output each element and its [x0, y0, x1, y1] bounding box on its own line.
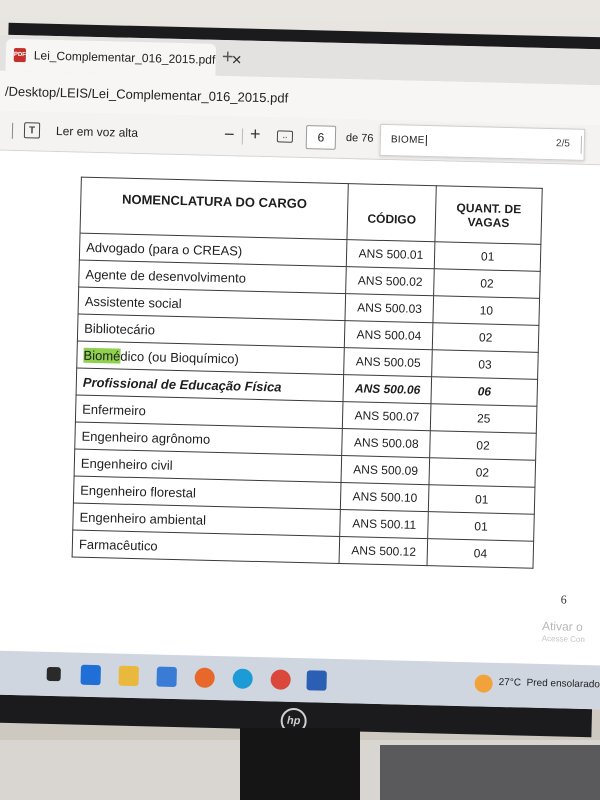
weather-widget[interactable] [499, 677, 600, 690]
position-name: Biomédico (ou Bioquímico) [77, 341, 345, 375]
store-icon[interactable] [156, 667, 176, 687]
vacancy-count: 01 [428, 512, 534, 542]
position-name: Advogado (para o CREAS) [79, 233, 347, 267]
toolbar-divider [242, 129, 243, 145]
temperature: 27°C [498, 676, 522, 689]
search-highlight: Biomé [83, 347, 121, 364]
hp-logo: hp [280, 708, 307, 735]
position-name: Assistente social [78, 287, 346, 321]
zoom-in-button[interactable]: + [249, 123, 261, 144]
monitor [0, 23, 600, 737]
pdf-page [0, 150, 600, 665]
fit-to-width-icon[interactable]: ↔ [277, 130, 293, 142]
task-view-icon[interactable] [47, 667, 61, 681]
zoom-out-button[interactable]: − [223, 124, 235, 145]
page-total: de 76 [345, 132, 374, 145]
position-code: ANS 500.11 [340, 510, 428, 539]
find-in-page-box[interactable] [379, 124, 585, 161]
tab-title: Lei_Complementar_016_2015.pdf [33, 48, 216, 67]
find-input[interactable]: BIOME [391, 134, 427, 146]
page-number: 6 [560, 592, 567, 607]
chrome-icon[interactable] [270, 669, 290, 689]
pdf-icon: PDF [14, 48, 26, 62]
vacancy-count: 06 [431, 377, 537, 407]
desk-item [380, 745, 600, 800]
firefox-icon[interactable] [194, 668, 214, 688]
find-result-count: 2/5 [555, 138, 570, 150]
vacancy-count: 02 [430, 431, 536, 461]
position-name: Engenheiro ambiental [73, 503, 341, 537]
address-text[interactable]: /Desktop/LEIS/Lei_Complementar_016_2015.pdf [4, 83, 289, 106]
vacancy-count: 02 [434, 269, 540, 299]
position-code: ANS 500.02 [346, 267, 434, 296]
vacancy-count: 25 [431, 404, 537, 434]
word-icon[interactable] [306, 670, 326, 690]
read-aloud-icon[interactable]: T [24, 122, 40, 138]
position-code: ANS 500.03 [345, 294, 433, 323]
position-code: ANS 500.04 [345, 321, 433, 350]
position-code: ANS 500.12 [339, 537, 427, 566]
mail-icon[interactable] [80, 665, 100, 685]
position-name: Engenheiro agrônomo [75, 422, 343, 456]
position-code: ANS 500.08 [342, 429, 430, 458]
new-tab-button[interactable]: + [221, 45, 234, 69]
edge-icon[interactable] [232, 668, 252, 688]
positions-table [72, 177, 543, 569]
vacancy-count: 03 [432, 350, 538, 380]
position-code: ANS 500.10 [341, 483, 429, 512]
screen [0, 34, 600, 709]
position-code: ANS 500.07 [343, 402, 431, 431]
activation-watermark-sub: Acesse Con [541, 633, 585, 645]
vacancy-count: 04 [427, 539, 533, 569]
vacancy-count: 02 [432, 323, 538, 353]
browser-tab[interactable] [5, 39, 243, 76]
monitor-stand [240, 728, 360, 800]
position-name: Engenheiro civil [74, 449, 342, 483]
vacancy-count: 10 [433, 296, 539, 326]
position-code: ANS 500.06 [343, 375, 431, 404]
read-aloud-button[interactable]: Ler em voz alta [55, 123, 139, 140]
position-code: ANS 500.09 [341, 456, 429, 485]
close-tab-icon[interactable]: ✕ [231, 52, 243, 68]
header-code: CÓDIGO [347, 184, 436, 242]
page-number-input[interactable]: 6 [306, 125, 337, 150]
position-name: Farmacêutico [72, 530, 340, 564]
find-divider [581, 136, 582, 154]
vacancy-count: 02 [429, 458, 535, 488]
weather-icon[interactable] [474, 674, 492, 692]
position-name: Enfermeiro [75, 395, 343, 429]
activation-watermark: Ativar o [541, 618, 583, 634]
position-code: ANS 500.05 [344, 348, 432, 377]
weather-status: Pred ensolarado [526, 677, 600, 691]
text-caret [425, 135, 426, 146]
position-code: ANS 500.01 [347, 240, 435, 269]
position-name: Agente de desenvolvimento [79, 260, 347, 294]
vacancy-count: 01 [429, 485, 535, 515]
position-name: Profissional de Educação Física [76, 368, 344, 402]
position-name: Bibliotecário [77, 314, 345, 348]
vacancy-count: 01 [434, 242, 540, 272]
position-name: Engenheiro florestal [73, 476, 341, 510]
header-position-name: NOMENCLATURA DO CARGO [80, 177, 349, 240]
file-explorer-icon[interactable] [118, 666, 138, 686]
toolbar-divider [12, 123, 13, 139]
header-vacancies: QUANT. DE VAGAS [435, 186, 542, 245]
